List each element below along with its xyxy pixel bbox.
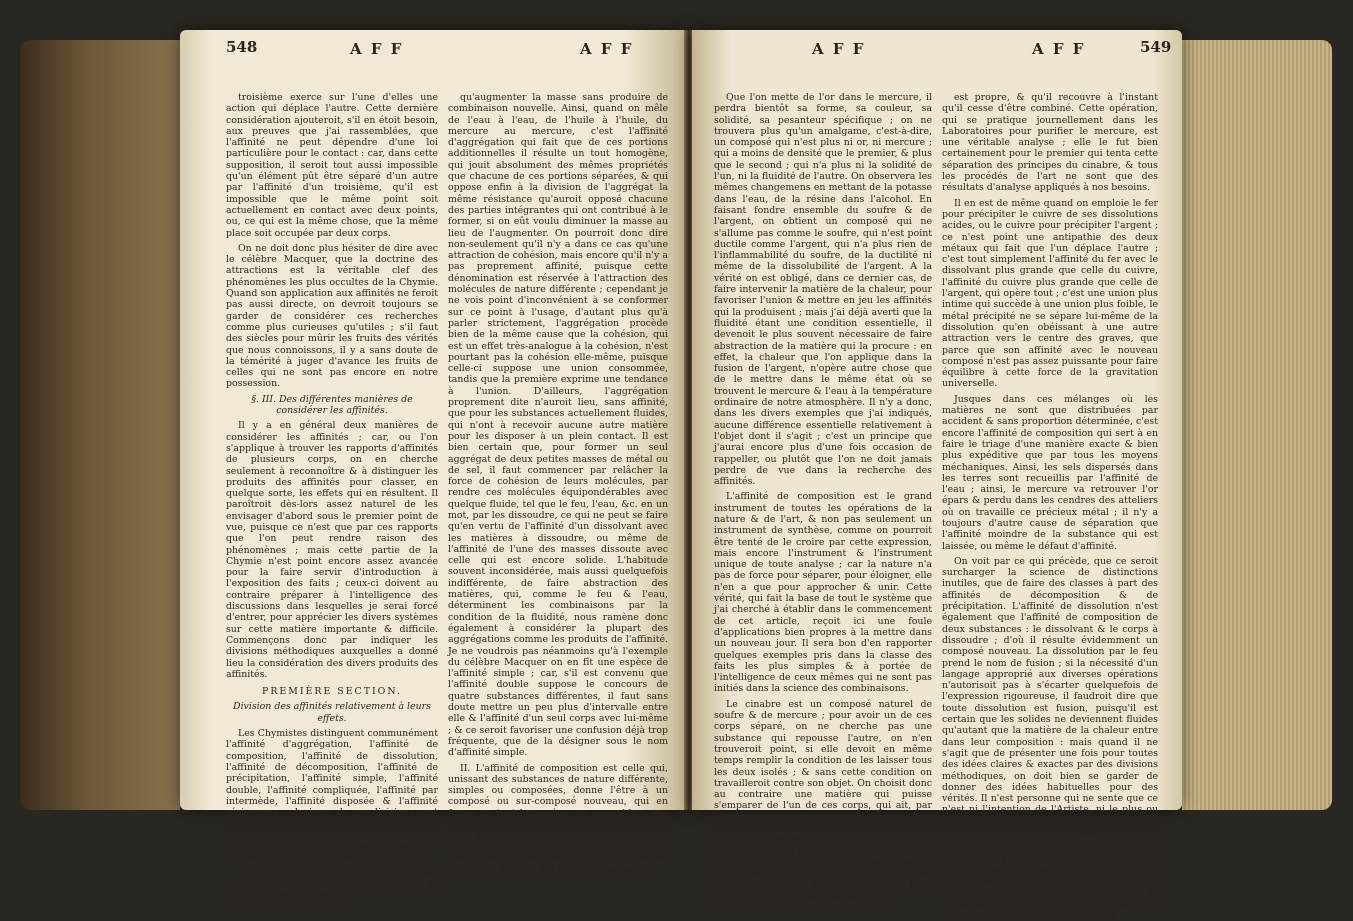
- paragraph: qu'augmenter la masse sans produire de combinaison nouvelle. Ainsi, quand on mêle de l'eau à l'eau, de l'huile à l'huile, du mercure au mercure, c'est l'affinité d'aggrégation qui fait que de ces portions additionnelles il résulte un tout homogène, qui jouit absolument des mêmes propriétés que chacune de ces portions séparées, & qui oppose enfin à la division de l'aggrégat la même résistance qu'auroit opposé chacune des parties intégrantes qui ont contribué à le former, si on eût voulu diminuer la masse au lieu de l'augmenter. On pourroit donc dire non-seulement qu'il n'y a dans ce cas qu'une attraction de cohésion, mais encore qu'il n'y a pas proprement affinité, puisque cette dénomination est réservée à l'attraction des molécules de nature différente ; cependant je ne vois point d'inconvénient à se conformer sur ce point à l'usage, d'autant plus qu'à parler strictement, l'aggrégation procède bien de la même cause que la cohésion, qui est un effet très-analogue à la cohésion, n'est pourtant pas la cohésion elle-même, puisque celle-ci suppose une union consommée, tandis que la première exprime une tendance à l'union. D'ailleurs, l'aggrégation proprement dite n'auroit lieu, sans affinité, que pour les substances actuellement fluides, qui n'ont à recevoir aucune autre matière pour les disposer à un plein contact. Il est bien certain que, pour former un seul aggrégat de deux petites masses de métal ou de sel, il faut commencer par relâcher la force de cohésion de leurs molécules, par rendre ces molécules équipondérables avec quelque fluide, tel que le feu, l'eau, &c. en un mot, par les dissoudre, ce qui ne peut se faire qu'en vertu de l'affinité d'un dissolvant avec les matières à dissoudre, ou même de l'affinité de l'une des masses dissoute avec celle qui est encore solide. L'habitude souvent inconsidérée, mais aussi quelquefois indifférente, de faire abstraction des matières, qui, comme le feu & l'eau, déterminent les combinaisons par la condition de la fluidité, nous ramène donc également à considérer la plupart des aggrégations comme les produits de l'affinité. Je ne voudrois pas néanmoins qu'à l'exemple du célèbre Macquer on en fît une espèce de l'affinité simple ; car, s'il est convenu que l'affinité double suppose le concours de quatre substances différentes, il faut sans doute mettre un peu plus d'intervalle entre elle & l'affinité d'un seul corps avec lui-même ; & ce seroit favoriser une confusion déjà trop fréquente, que de la désigner sous le nom d'affinité simple.: [448, 92, 668, 759]
- left-folio: 548: [226, 38, 258, 56]
- paragraph: II. L'affinité de composition est celle qui, unissant des substances de nature différente, simples ou composées, donne l'être à un composé ou sur-composé nouveau, qui en forme un tout homogène, un assemblage sur lequel les forces méchaniques ne peuvent rien, que l'affinité seule pourra détruire, & dont les propriétés toujours caractéristiques sont souvent étrangères, quelquefois même contraires à celles des parties composantes.: [448, 762, 668, 876]
- paragraph: Le cinabre est un composé naturel de soufre & de mercure ; pour avoir un de ces corps séparé, on ne cherche pas une substance qui repousse l'autre, on n'en trouveroit point, si elle devoit en même temps remplir la condition de les laisser tous les deux isolés ; & sans cette condition on travailleroit contre son objet. On choisit donc au contraire une matière qui puisse s'emparer de l'un de ces corps, qui ait, par exemple, plus d'affinité avec le soufre que le mercure : le fer est dans ce cas la matière que l'on cherche. On mêle donc le plus exactement qu'il est possible le cinabre & la limaille de fer ; & ce mélange étant exposé à une chaleur convenable, le soufre s'attache au fer, tandis que le mercure rendu libre s'élève en vertu de la volatilité qui lui: [714, 698, 932, 902]
- paragraph: Jusques dans ces mélanges où les matières ne sont que distribuées par accident & sans proportion déterminée, c'est encore l'affinité de composition qui sert à en faire le triage d'une manière exacte & bien plus expéditive que par tous les moyens méchaniques. Ainsi, les sels dispersés dans les terres sont recueillis par l'affinité de l'eau ; ainsi, le mercure va retrouver l'or épars & perdu dans les cendres des atteliers où on travaille ce précieux métal ; il n'y a toujours d'autre cause de séparation que l'affinité moindre de la substance qui est laissée, ou même le défaut d'affinité.: [942, 393, 1158, 552]
- left-running-head-2: A F F: [580, 40, 634, 58]
- paragraph: On voit par ce qui précède, que ce seroit surcharger la science de distinctions inutiles, que de faire des classes à part des affinités de décomposition & de précipitation. L'affinité de dissolution n'est également que l'affinité de composition de deux substances : le dissolvant & le corps à dissoudre ; d'où il résulte évidemment un composé nouveau. La dissolution par le feu prend le nom de fusion ; si la nécessité d'un langage approprié aux diverses opérations n'autorisoit pas à s'écarter quelquefois de l'expression rigoureuse, il faudroit dire que toute dissolution est fusion, puisqu'il est certain que les solides ne deviennent fluides qu'autant que la matière de la chaleur entre dans leur composition : mais quand il ne s'agit que de présenter une fois pour toutes des idées claires & exactes par des divisions méthodiques, on doit bien se garder de donner des idées habituelles pour des vérités. Il n'est personne qui ne sente que ce n'est ni l'intention de l'Artiste, ni le plus ou le moins de matière qu'il combine pour atteindre son but, qui change la nature spécifique d'une combinaison.: [942, 555, 1158, 850]
- left-column-1: [226, 92, 438, 902]
- paragraph: Tant que l'affinité ne produit que l'union de deux corps, il ne peut y avoir de difficulté de la nommer absolument affinité de composition, & même il n'y a pas lieu de distinguer si ce sont des corps simples, ou des corps déjà composés, parce qu'il: [942, 853, 1158, 921]
- paragraph: troisième exerce sur l'une d'elles une action qui déplace l'autre. Cette dernière considération ajouteroit, s'il en étoit besoin, aux preuves que j'ai rassemblées, que l'affinité ne peut dépendre d'une loi particulière pour le contact : car, dans cette supposition, il seroit tout aussi impossible qu'un élément pût être séparé d'un autre par l'affinité d'un troisième, qu'il est impossible que le même point soit actuellement en contact avec deux points, ou, ce qui est la même chose, que la même place soit occupée par deux corps.: [226, 92, 438, 239]
- right-column-1: [714, 92, 932, 902]
- right-column-2: [942, 92, 1158, 921]
- paragraph: Que l'on mette de l'or dans le mercure, il perdra bientôt sa forme, sa couleur, sa solidité, sa pesanteur spécifique ; on ne trouvera plus qu'un amalgame, c'est-à-dire, un composé qui n'est plus ni or, ni mercure ; qui a moins de densité que le premier, & plus que le second ; qui n'a plus ni la solidité de l'un, ni la fluidité de l'autre. On observera les mêmes changemens en mettant de la potasse dans l'eau, de la résine dans l'alcohol. En faisant fondre ensemble du soufre & de l'argent, on obtient un composé qui ne s'allume pas comme le soufre, qui n'est point ductile comme l'argent, qui n'a plus rien de l'inflammabilité du soufre, de la ductilité ni même de la dissolubilité de l'argent. A la vérité on est obligé, dans ce dernier cas, de faire intervenir la matière de la chaleur, pour favoriser l'union & mettre en jeu les affinités qui la produisent ; mais j'ai déjà averti que la fluidité étant une condition essentielle, il devenoit le plus souvent nécessaire de faire abstraction de la matière qui la procure : en effet, la chaleur que l'on applique dans la fusion de l'argent, n'opère autre chose que de le mettre dans le même état où se trouvent le mercure & l'eau à la température ordinaire de notre atmosphère. Il n'y a donc, dans les divers exemples que j'ai indiqués, aucune différence essentielle relativement à l'objet dont il s'agit ; c'est un principe que j'aurai encore plus d'une fois occasion de rappeller, ou plutôt que l'on ne doit jamais perdre de vue dans la recherche des affinités.: [714, 92, 932, 488]
- left-page: [180, 30, 686, 902]
- section-heading: §. III. Des différentes manières de considérer les affinités.: [251, 393, 413, 417]
- right-folio: 549: [1140, 38, 1172, 56]
- left-column-2: [448, 92, 668, 876]
- paragraph: Il y a en général deux manières de considérer les affinités ; car, ou l'on s'applique à trouver les rapports d'affinités de plusieurs corps, on en cherche seulement à reconnoître & à distinguer les produits des affinités pour classer, en quelque sorte, les effets qui en résultent. Il paroîtroit dès-lors assez naturel de les envisager d'abord sous le premier point de vue, puisque ce n'est que par ces rapports que l'on peut rendre raison des phénomènes ; mais cette partie de la Chymie n'est point encore assez avancée pour la faire servir d'introduction à l'exposition des faits ; ceux-ci doivent au contraire préparer à l'intelligence des discussions dans lesquelles je serai forcé d'entrer, pour apprécier les divers systèmes sur cette matière importante & difficile. Commençons donc par indiquer les divisions méthodiques auxquelles a donné lieu la considération des divers produits des affinités.: [226, 420, 438, 680]
- right-page: [692, 30, 1182, 921]
- paragraph: I. La première est l'affinité d'aggrégation ; elle n'a lieu qu'entre des molécules de même nature ; elle ne fait: [226, 867, 438, 902]
- paragraph: On ne doit donc plus hésiter de dire avec le célèbre Macquer, que la doctrine des attractions est la véritable clef des phénomènes les plus occultes de la Chymie. Quand son application aux affinités ne feroit pas aussi directe, on devroit toujours se garder de considérer ces recherches comme plus curieuses qu'utiles ; s'il faut des siècles pour mûrir les fruits des vérités que nous connoissons, il y a sans doute de la témérité à juger d'avance les fruits de celles qui ne sont pas encore en notre possession.: [226, 242, 438, 390]
- left-running-head-1: A F F: [350, 40, 404, 58]
- section-title: PREMIÈRE SECTION.: [262, 686, 402, 698]
- paragraph: Il en est de même quand on emploie le fer pour précipiter le cuivre de ses dissolutions acides, ou le cuivre pour précipiter l'argent ; ce n'est point une antipathie des deux métaux qui fait que l'un déplace l'autre ; c'est tout simplement l'affinité du fer avec le dissolvant plus grande que celle du cuivre, l'affinité du cuivre plus grande que celle de l'argent, qui opère tout ; c'est une union plus intime qui succède à une union plus foible, le métal précipité ne se sépare lui-même de la dissolution qu'en obéissant à une autre attraction vers le centre des graves, que parce que son affinité avec le nouveau composé n'est pas assez puissante pour faire équilibre à cette force de la gravitation universelle.: [942, 197, 1158, 390]
- paragraph: Les Chymistes distinguent communément l'affinité d'aggrégation, l'affinité de composition, l'affinité de dissolution, l'affinité de décomposition, l'affinité de précipitation, l'affinité simple, l'affinité double, l'affinité compliquée, l'affinité par intermède, l'affinité disposée & l'affinité réciproque : plusieurs de ces divisions sont oiseuses, nous n'en retiendrons que quatre, dans lesquelles on fera rentrer facilement toutes les autres, & qui embrassent par conséquent tout le système.: [226, 728, 438, 864]
- right-running-head-1: A F F: [812, 40, 866, 58]
- paragraph: L'affinité de composition est le grand instrument de toutes les opérations de la nature & de l'art, & non pas seulement un instrument de synthèse, comme on pourroit être tenté de le croire par cette expression, mais encore l'instrument & l'instrument unique de toute analyse ; car la nature n'a pas de force pour séparer, pour éloigner, elle n'en a que pour approcher & unir. Cette vérité, qui fait la base de tout le système que j'ai cherché à établir dans le commencement de cet article, reçoit ici une foule d'applications bien propres à la mettre dans un nouveau jour. Il sera bon d'en rapporter quelques exemples pris dans la classe des faits les plus simples & à portée de l'intelligence de ceux mêmes qui ne sont pas initiés dans la science des combinaisons.: [714, 491, 932, 695]
- section-subtitle: Division des affinités relativement à leurs effets.: [233, 701, 431, 724]
- right-running-head-2: A F F: [1032, 40, 1086, 58]
- book-page-edges-right: [1182, 40, 1332, 810]
- paragraph: est propre, & qu'il recouvre à l'instant qu'il cesse d'être combiné. Cette opération, qui se pratique journellement dans les Laboratoires pour purifier le mercure, est une véritable analyse ; elle le fut bien certainement pour le premier qui tenta cette séparation des principes du cinabre, & tous les procédés de l'art ne sont que des résultats d'analyse appliqués à nos besoins.: [942, 92, 1158, 194]
- book-cover-edge-left: [20, 40, 180, 810]
